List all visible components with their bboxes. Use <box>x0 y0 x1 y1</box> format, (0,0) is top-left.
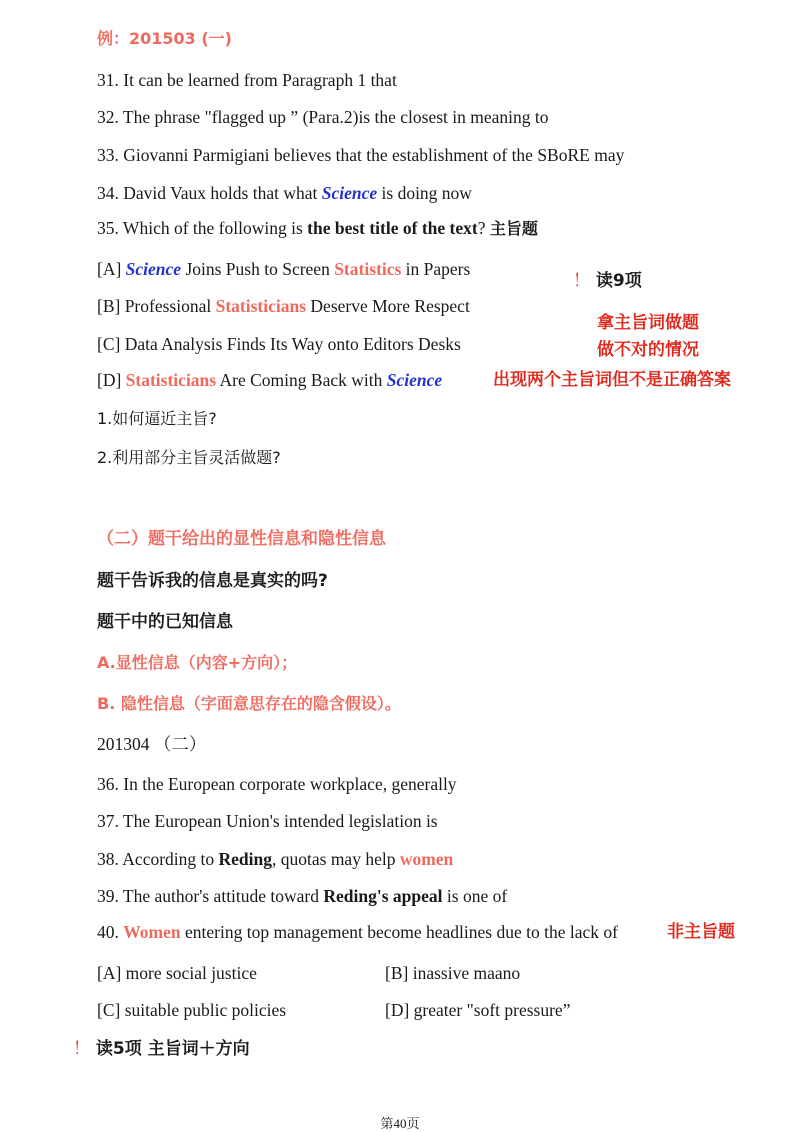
q38-text: 38. According to <box>97 849 219 869</box>
tip-1: 1.如何逼近主旨? <box>97 409 217 428</box>
q39-text-end: is one of <box>442 886 508 906</box>
annotation-read-5-text: 读5项 主旨词＋方向 <box>95 1039 250 1059</box>
q38-text-mid: , quotas may help <box>272 849 400 869</box>
annotation-non-main-idea: 非主旨题 <box>667 922 735 942</box>
q40-keyword: Women <box>123 922 181 942</box>
opt-a-text: Joins Push to Screen <box>181 259 335 279</box>
section-heading-2: （二）题干给出的显性信息和隐性信息 <box>97 529 386 549</box>
option2-c: [C] suitable public policies <box>97 1000 287 1020</box>
opt-b-keyword: Statisticians <box>215 296 307 316</box>
option2-b: [B] inassive maano <box>385 963 521 983</box>
question-31: 31. It can be learned from Paragraph 1 that <box>97 70 397 90</box>
annotation-read-9 <box>573 270 642 292</box>
opt-d-label: [D] <box>97 370 126 390</box>
section-heading-example: 例：201503 (一) <box>97 29 232 48</box>
question-34 <box>97 182 472 204</box>
page-footer: 第40页 <box>380 1116 420 1131</box>
q40-text: entering top management become headlines due to the lack of <box>180 922 618 942</box>
option-d <box>97 369 442 391</box>
opt-a-keyword1: Science <box>125 259 182 279</box>
annotation-read-9-text: 读9项 <box>595 271 642 291</box>
question-truth: 题干告诉我的信息是真实的吗? <box>97 571 328 591</box>
annotation-two-keywords: 出现两个主旨词但不是正确答案 <box>493 370 731 390</box>
exclamation-icon-2: ！ <box>73 1039 90 1059</box>
option2-a: [A] more social justice <box>97 963 257 983</box>
q39-text: 39. The author's attitude toward <box>97 886 324 906</box>
opt-b-text: Deserve More Respect <box>306 296 470 316</box>
implicit-info: B. 隐性信息（字面意思存在的隐含假设）。 <box>97 694 401 713</box>
question-38 <box>97 848 453 870</box>
opt-d-text: Are Coming Back with <box>216 370 387 390</box>
option-c: [C] Data Analysis Finds Its Way onto Editors Desks <box>97 334 461 354</box>
tip-2: 2.利用部分主旨灵活做题? <box>97 448 281 467</box>
opt-a-label: [A] <box>97 259 126 279</box>
q35-bold: the best title of the text <box>307 218 478 238</box>
option-b <box>97 295 470 317</box>
question-39 <box>97 885 507 907</box>
annotation-read-5 <box>73 1038 250 1060</box>
question-32: 32. The phrase "flagged up ” (Para.2)is the closest in meaning to <box>97 107 549 127</box>
opt-a-keyword2: Statistics <box>334 259 402 279</box>
q38-keyword: women <box>399 849 454 869</box>
q40-num: 40. <box>97 922 124 942</box>
exam-201304: 201304 （二） <box>97 734 207 754</box>
q38-bold: Reding <box>218 849 272 869</box>
question-36: 36. In the European corporate workplace, generally <box>97 774 457 794</box>
question-35 <box>97 217 538 240</box>
option-a <box>97 258 470 280</box>
explicit-info: A.显性信息（内容+方向）； <box>97 653 298 672</box>
opt-d-keyword1: Statisticians <box>125 370 217 390</box>
q39-bold: Reding's appeal <box>323 886 443 906</box>
q34-keyword: Science <box>321 183 378 203</box>
option2-d: [D] greater "soft pressure” <box>385 1000 571 1020</box>
question-37: 37. The European Union's intended legislation is <box>97 811 438 831</box>
opt-a-text-end: in Papers <box>401 259 471 279</box>
q35-qmark: ? <box>477 218 490 238</box>
annotation-keyword-2: 做不对的情况 <box>597 340 699 360</box>
q35-text: 35. Which of the following is <box>97 218 308 238</box>
known-info-heading: 题干中的已知信息 <box>97 612 233 632</box>
q34-text-end: is doing now <box>377 183 472 203</box>
question-40 <box>97 921 618 943</box>
opt-d-keyword2: Science <box>386 370 443 390</box>
question-33: 33. Giovanni Parmigiani believes that the establishment of the SBoRE may <box>97 145 625 165</box>
opt-b-label: [B] Professional <box>97 296 216 316</box>
annotation-keyword-1: 拿主旨词做题 <box>597 313 699 333</box>
q35-tag: 主旨题 <box>489 219 538 238</box>
exclamation-icon: ！ <box>573 271 590 291</box>
q34-text: 34. David Vaux holds that what <box>97 183 322 203</box>
